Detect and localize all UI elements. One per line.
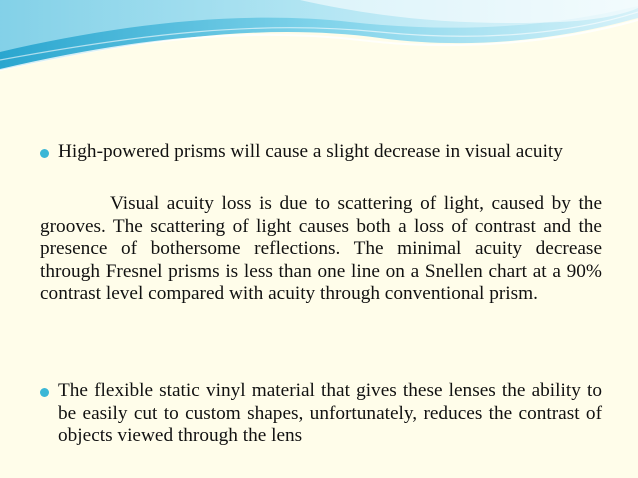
bullet-text: The flexible static vinyl material that gives these lenses the ability to be easily cut to custom shapes, unfortunately, reduces the contrast of objects viewed through the lens bbox=[58, 380, 602, 447]
body-paragraph: Visual acuity loss is due to scattering of light, caused by the grooves. The scattering of light causes both a loss of contrast and the presence of bothersome reflections. The minimal acuity decrease through Fresnel prisms is less than one line on a Snellen chart at a 90% contrast level compared with acuity through conventional prism. bbox=[40, 193, 602, 305]
bullet-dot-icon bbox=[40, 149, 49, 158]
bullet-text: High-powered prisms will cause a slight decrease in visual acuity bbox=[58, 141, 563, 162]
bullet-dot-icon bbox=[40, 388, 49, 397]
